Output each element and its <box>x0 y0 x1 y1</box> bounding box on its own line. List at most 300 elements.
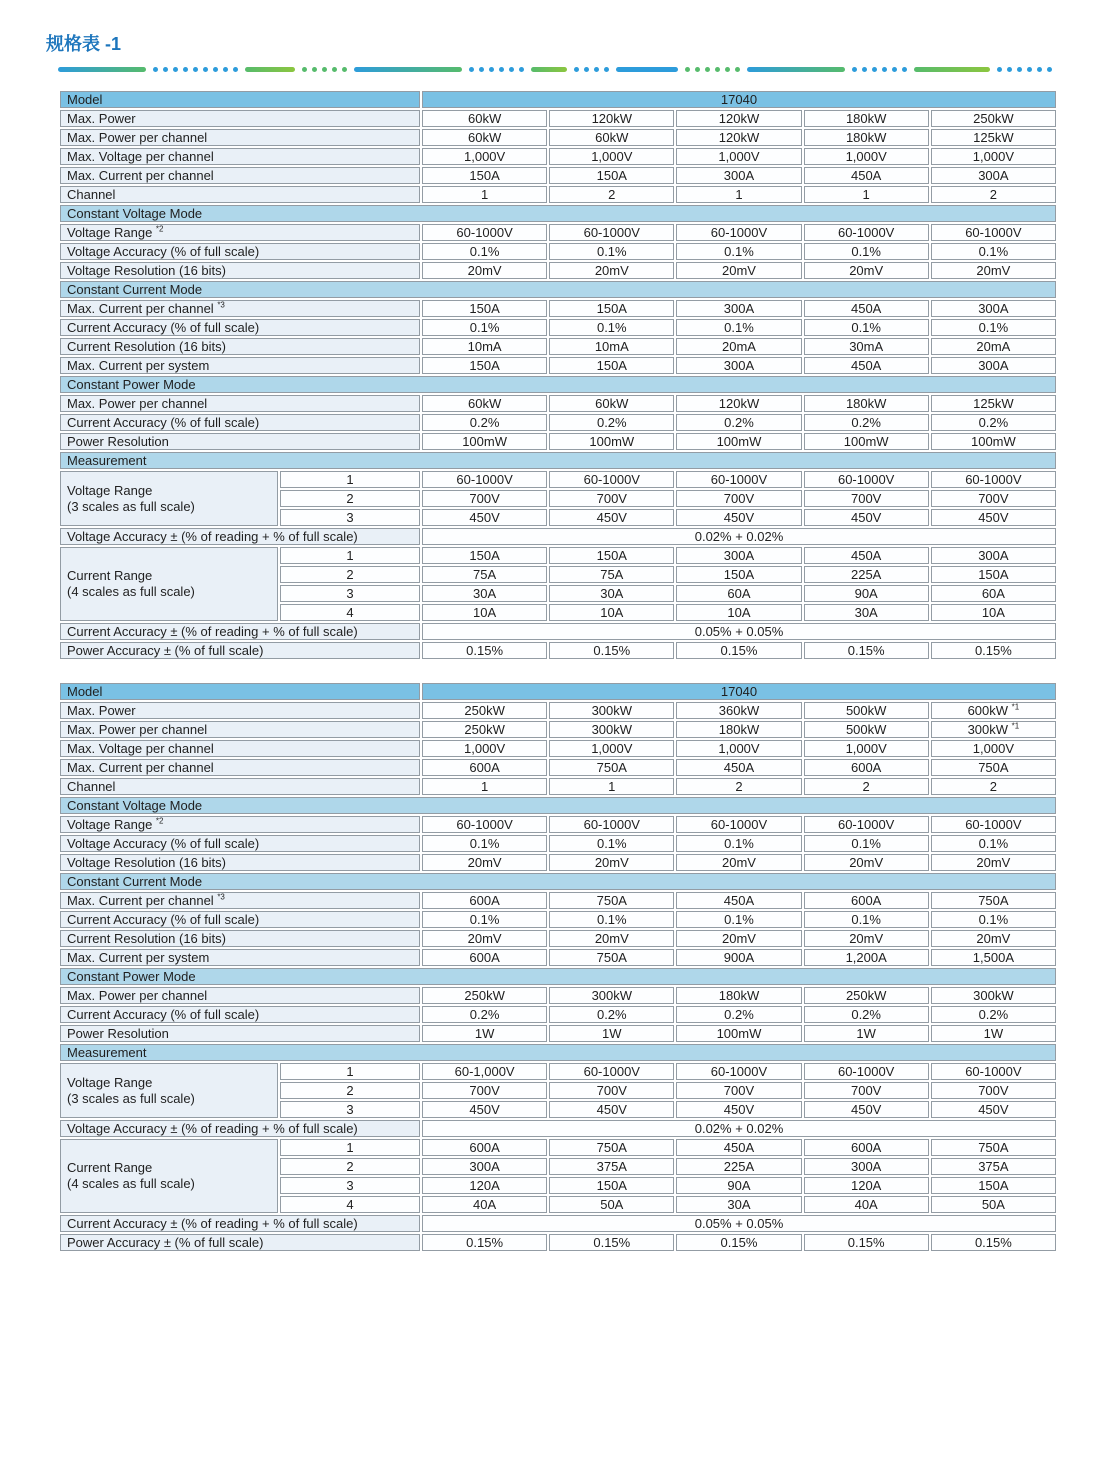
spec-value-cell: 700V <box>931 1082 1056 1099</box>
spec-value-cell: 0.15% <box>676 642 801 659</box>
spec-row <box>60 702 1056 719</box>
spec-value-cell: 700V <box>804 1082 929 1099</box>
spec-value-cell: 60-1,000V <box>422 1063 547 1080</box>
spec-value-cell: 10A <box>422 604 547 621</box>
divider-dot <box>862 67 867 72</box>
spec-value-cell: 180kW <box>676 987 801 1004</box>
scale-index-cell: 1 <box>280 1063 420 1080</box>
spec-value-cell: 30A <box>422 585 547 602</box>
spec-value-cell: 360kW <box>676 702 801 719</box>
divider-dot <box>695 67 700 72</box>
model-row <box>60 683 1056 700</box>
spec-span-row <box>60 528 1056 545</box>
spec-value-cell: 450V <box>804 509 929 526</box>
spec-value-cell: 60-1000V <box>804 816 929 833</box>
scale-index-cell: 3 <box>280 585 420 602</box>
spec-value-cell: 120A <box>804 1177 929 1194</box>
spec-value-cell: 120kW <box>676 129 801 146</box>
spec-value-cell: 450A <box>804 357 929 374</box>
divider-dot <box>193 67 198 72</box>
divider-dot <box>872 67 877 72</box>
section-header-cell: Measurement <box>60 1044 1056 1061</box>
spec-value-cell: 10A <box>676 604 801 621</box>
divider-dot <box>153 67 158 72</box>
spec-row <box>60 816 1056 833</box>
spec-row <box>60 148 1056 165</box>
spec-row <box>60 167 1056 184</box>
range-group-subtitle: (3 scales as full scale) <box>67 498 195 514</box>
spec-value-cell: 180kW <box>676 721 801 738</box>
spec-value-cell: 60-1000V <box>676 224 801 241</box>
spec-value-cell: 120kW <box>676 110 801 127</box>
divider-dash <box>747 67 845 72</box>
range-group-subtitle: (4 scales as full scale) <box>67 584 195 599</box>
divider-dot <box>469 67 474 72</box>
spec-value-cell: 150A <box>549 357 674 374</box>
range-group-title: Current Range <box>67 568 153 583</box>
section-header-row <box>60 873 1056 890</box>
spec-value-cell: 20mV <box>676 854 801 871</box>
spec-value-cell: 0.2% <box>422 414 547 431</box>
section-header-row <box>60 1044 1056 1061</box>
spec-value-cell: 100mW <box>804 433 929 450</box>
spec-value-cell: 0.15% <box>676 1234 801 1251</box>
spec-value-cell: 100mW <box>676 1025 801 1042</box>
spec-row <box>60 243 1056 260</box>
scale-index-cell: 2 <box>280 1158 420 1175</box>
spec-value-cell: 30A <box>676 1196 801 1213</box>
scale-index-cell: 3 <box>280 509 420 526</box>
divider-dot <box>604 67 609 72</box>
spec-value-cell: 700V <box>676 1082 801 1099</box>
spec-label-cell: Voltage Resolution (16 bits) <box>60 854 420 871</box>
spec-value-cell: 75A <box>549 566 674 583</box>
spec-row <box>60 1006 1056 1023</box>
spec-value-cell: 1,000V <box>804 148 929 165</box>
spec-span-row <box>60 1215 1056 1232</box>
spec-value-cell: 0.15% <box>549 1234 674 1251</box>
spec-row <box>60 357 1056 374</box>
divider-dots <box>574 67 609 72</box>
divider-dot <box>574 67 579 72</box>
range-group-title: Voltage Range <box>67 1074 153 1090</box>
spec-value-cell: 300A <box>676 300 801 317</box>
spec-value-cell: 150A <box>422 547 547 564</box>
scale-index-cell: 2 <box>280 1082 420 1099</box>
spec-value-cell: 0.1% <box>422 835 547 852</box>
spec-value-cell: 20mV <box>931 854 1056 871</box>
spec-value-cell: 100mW <box>676 433 801 450</box>
spec-label-cell: Current Accuracy ± (% of reading + % of full scale) <box>60 1215 420 1232</box>
spec-row <box>60 262 1056 279</box>
spec-value-cell: 0.15% <box>804 1234 929 1251</box>
spec-label-cell: Current Accuracy (% of full scale) <box>60 911 420 928</box>
divider-dot <box>223 67 228 72</box>
divider-dash <box>354 67 462 72</box>
spec-value-cell: 60-1000V <box>804 471 929 488</box>
spec-value-cell: 20mV <box>676 930 801 947</box>
section-header-row <box>60 797 1056 814</box>
spec-value-cell: 600A <box>422 759 547 776</box>
range-group-subtitle: (3 scales as full scale) <box>67 1090 195 1106</box>
spec-row <box>60 433 1056 450</box>
section-header-cell: Constant Voltage Mode <box>60 797 1056 814</box>
divider-dot <box>499 67 504 72</box>
spec-label-cell: Max. Power per channel <box>60 987 420 1004</box>
spec-value-cell: 150A <box>549 300 674 317</box>
spec-value-cell: 700V <box>422 1082 547 1099</box>
spec-label-cell: Current Resolution (16 bits) <box>60 338 420 355</box>
spec-value-cell: 1W <box>804 1025 929 1042</box>
spec-value-cell: 750A <box>931 759 1056 776</box>
spec-value-cell: 450V <box>422 1101 547 1118</box>
spec-value-cell: 60-1000V <box>549 1063 674 1080</box>
spec-value-cell: 180kW <box>804 395 929 412</box>
spec-value-cell: 1 <box>549 778 674 795</box>
spec-value-cell: 0.15% <box>549 642 674 659</box>
spec-value-cell: 450A <box>804 300 929 317</box>
divider-dash <box>245 67 295 72</box>
spec-value-cell: 90A <box>804 585 929 602</box>
range-group-label-cell <box>60 547 278 621</box>
spec-value-cell: 75A <box>422 566 547 583</box>
spec-merged-value-cell: 0.05% + 0.05% <box>422 1215 1056 1232</box>
page-title: 规格表 -1 <box>46 34 122 54</box>
spec-value-cell: 300kW <box>931 987 1056 1004</box>
spec-label-cell: Max. Power per channel <box>60 129 420 146</box>
measurement-subrow <box>60 471 1056 488</box>
spec-value-cell: 300A <box>931 167 1056 184</box>
spec-value-cell: 90A <box>676 1177 801 1194</box>
range-group-subtitle: (4 scales as full scale) <box>67 1176 195 1191</box>
measurement-subrow <box>60 1063 1056 1080</box>
divider-dash <box>58 67 146 72</box>
spec-value-cell: 50A <box>931 1196 1056 1213</box>
spec-label-cell: Power Resolution <box>60 433 420 450</box>
spec-label-cell: Max. Current per channel $^{*3}$ <box>60 300 420 317</box>
divider-dot <box>715 67 720 72</box>
spec-value-cell: 450V <box>931 1101 1056 1118</box>
spec-value-cell: 600A <box>422 949 547 966</box>
spec-label-cell: Power Accuracy ± (% of full scale) <box>60 1234 420 1251</box>
spec-label-cell: Max. Power per channel <box>60 395 420 412</box>
spec-value-cell: 20mV <box>549 930 674 947</box>
spec-value-cell: 750A <box>931 892 1056 909</box>
spec-value-cell: 150A <box>549 547 674 564</box>
spec-row <box>60 300 1056 317</box>
divider-dot <box>594 67 599 72</box>
spec-value-cell: 450V <box>804 1101 929 1118</box>
scale-index-cell: 1 <box>280 547 420 564</box>
spec-value-cell: 1,000V <box>931 148 1056 165</box>
divider-dot <box>479 67 484 72</box>
divider-dot <box>233 67 238 72</box>
spec-label-cell: Max. Current per system <box>60 357 420 374</box>
spec-row <box>60 949 1056 966</box>
spec-label-cell: Voltage Range $^{*2}$ <box>60 816 420 833</box>
section-header-cell: Constant Power Mode <box>60 968 1056 985</box>
range-group-title: Voltage Range <box>67 482 153 498</box>
spec-label-cell: Power Accuracy ± (% of full scale) <box>60 642 420 659</box>
spec-value-cell: 600A <box>804 1139 929 1156</box>
spec-value-cell: 10mA <box>422 338 547 355</box>
spec-value-cell: 20mV <box>931 262 1056 279</box>
spec-value-cell: 1,000V <box>549 740 674 757</box>
spec-value-cell: 2 <box>804 778 929 795</box>
spec-value-cell: 600kW $^{*1}$ <box>931 702 1056 719</box>
spec-value-cell: 20mV <box>549 854 674 871</box>
divider-dots <box>153 67 238 72</box>
spec-value-cell: 450V <box>549 1101 674 1118</box>
section-header-row <box>60 968 1056 985</box>
spec-value-cell: 20mA <box>931 338 1056 355</box>
divider-dot <box>584 67 589 72</box>
divider-dot <box>163 67 168 72</box>
spec-table-1 <box>58 89 1058 661</box>
spec-value-cell: 0.1% <box>931 319 1056 336</box>
spec-value-cell: 750A <box>549 949 674 966</box>
spec-value-cell: 150A <box>931 566 1056 583</box>
spec-value-cell: 250kW <box>804 987 929 1004</box>
spec-row <box>60 338 1056 355</box>
spec-value-cell: 750A <box>549 892 674 909</box>
spec-row <box>60 835 1056 852</box>
scale-index-cell: 2 <box>280 566 420 583</box>
spec-value-cell: 60-1000V <box>676 1063 801 1080</box>
spec-value-cell: 60-1000V <box>804 1063 929 1080</box>
spec-value-cell: 700V <box>931 490 1056 507</box>
spec-label-cell: Current Accuracy (% of full scale) <box>60 319 420 336</box>
divider-dash <box>531 67 567 72</box>
section-header-row <box>60 281 1056 298</box>
spec-value-cell: 0.1% <box>931 911 1056 928</box>
spec-label-cell: Max. Voltage per channel <box>60 740 420 757</box>
range-group-label-cell <box>60 471 278 526</box>
spec-value-cell: 1W <box>549 1025 674 1042</box>
measurement-subrow <box>60 1139 1056 1156</box>
spec-row <box>60 110 1056 127</box>
scale-index-cell: 3 <box>280 1177 420 1194</box>
divider-dot <box>203 67 208 72</box>
spec-value-cell: 300A <box>676 357 801 374</box>
divider-dot <box>882 67 887 72</box>
spec-value-cell: 100mW <box>422 433 547 450</box>
spec-value-cell: 30A <box>804 604 929 621</box>
spec-value-cell: 60-1000V <box>931 224 1056 241</box>
spec-value-cell: 20mV <box>676 262 801 279</box>
spec-value-cell: 0.1% <box>549 911 674 928</box>
spec-value-cell: 0.2% <box>549 1006 674 1023</box>
spec-value-cell: 0.1% <box>422 243 547 260</box>
spec-value-cell: 1,000V <box>549 148 674 165</box>
spec-row <box>60 642 1056 659</box>
divider-dots <box>469 67 524 72</box>
spec-value-cell: 0.1% <box>549 835 674 852</box>
spec-value-cell: 40A <box>804 1196 929 1213</box>
spec-label-cell: Current Resolution (16 bits) <box>60 930 420 947</box>
spec-value-cell: 50A <box>549 1196 674 1213</box>
spec-value-cell: 0.2% <box>549 414 674 431</box>
spec-value-cell: 300kW <box>549 721 674 738</box>
spec-value-cell: 20mV <box>422 854 547 871</box>
spec-value-cell: 0.2% <box>422 1006 547 1023</box>
spec-value-cell: 1 <box>804 186 929 203</box>
spec-value-cell: 2 <box>676 778 801 795</box>
spec-row <box>60 1025 1056 1042</box>
spec-row <box>60 778 1056 795</box>
section-header-row <box>60 376 1056 393</box>
spec-value-cell: 450V <box>676 509 801 526</box>
section-header-cell: Constant Current Mode <box>60 281 1056 298</box>
spec-value-cell: 1,000V <box>676 148 801 165</box>
spec-value-cell: 60-1000V <box>676 816 801 833</box>
spec-value-cell: 250kW <box>422 721 547 738</box>
spec-label-cell: Channel <box>60 186 420 203</box>
range-group-label-cell <box>60 1063 278 1118</box>
spec-row <box>60 930 1056 947</box>
spec-row <box>60 129 1056 146</box>
spec-value-cell: 0.1% <box>804 911 929 928</box>
spec-value-cell: 0.2% <box>804 414 929 431</box>
spec-value-cell: 150A <box>549 167 674 184</box>
spec-value-cell: 120kW <box>676 395 801 412</box>
divider-dots <box>302 67 347 72</box>
divider-dot <box>509 67 514 72</box>
scale-index-cell: 4 <box>280 604 420 621</box>
divider-dot <box>183 67 188 72</box>
spec-value-cell: 900A <box>676 949 801 966</box>
spec-value-cell: 20mV <box>422 930 547 947</box>
spec-value-cell: 0.1% <box>931 243 1056 260</box>
spec-table-2 <box>58 681 1058 1253</box>
spec-value-cell: 180kW <box>804 129 929 146</box>
spec-value-cell: 30mA <box>804 338 929 355</box>
spec-value-cell: 1W <box>931 1025 1056 1042</box>
spec-row <box>60 395 1056 412</box>
spec-value-cell: 20mV <box>804 262 929 279</box>
divider-dash <box>616 67 678 72</box>
spec-row <box>60 414 1056 431</box>
spec-value-cell: 500kW <box>804 702 929 719</box>
spec-value-cell: 1,000V <box>676 740 801 757</box>
spec-value-cell: 60-1000V <box>804 224 929 241</box>
section-header-cell: Constant Power Mode <box>60 376 1056 393</box>
spec-value-cell: 2 <box>931 778 1056 795</box>
spec-row <box>60 759 1056 776</box>
range-group-title: Current Range <box>67 1160 153 1175</box>
spec-value-cell: 0.15% <box>931 1234 1056 1251</box>
spec-value-cell: 60kW <box>422 395 547 412</box>
divider-dots <box>685 67 740 72</box>
spec-value-cell: 60-1000V <box>549 816 674 833</box>
spec-value-cell: 600A <box>422 892 547 909</box>
spec-value-cell: 1,500A <box>931 949 1056 966</box>
divider-dots <box>852 67 907 72</box>
spec-label-cell: Voltage Accuracy (% of full scale) <box>60 243 420 260</box>
spec-label-cell: Max. Power <box>60 702 420 719</box>
spec-merged-value-cell: 0.02% + 0.02% <box>422 528 1056 545</box>
spec-value-cell: 10mA <box>549 338 674 355</box>
spec-value-cell: 20mV <box>422 262 547 279</box>
spec-value-cell: 0.1% <box>804 319 929 336</box>
divider-dot <box>322 67 327 72</box>
spec-value-cell: 1 <box>422 186 547 203</box>
spec-value-cell: 20mV <box>549 262 674 279</box>
spec-label-cell: Current Accuracy ± (% of reading + % of full scale) <box>60 623 420 640</box>
spec-value-cell: 0.1% <box>549 243 674 260</box>
spec-value-cell: 700V <box>804 490 929 507</box>
spec-value-cell: 300A <box>804 1158 929 1175</box>
spec-label-cell: Power Resolution <box>60 1025 420 1042</box>
spec-value-cell: 450A <box>676 892 801 909</box>
spec-label-cell: Max. Power <box>60 110 420 127</box>
spec-value-cell: 300A <box>676 547 801 564</box>
spec-value-cell: 60-1000V <box>549 471 674 488</box>
spec-row <box>60 721 1056 738</box>
spec-merged-value-cell: 0.05% + 0.05% <box>422 623 1056 640</box>
spec-value-cell: 60-1000V <box>422 224 547 241</box>
spec-value-cell: 150A <box>549 1177 674 1194</box>
divider-dot <box>1037 67 1042 72</box>
range-group-label-cell <box>60 1139 278 1213</box>
divider-dot <box>342 67 347 72</box>
spec-value-cell: 1,200A <box>804 949 929 966</box>
spec-value-cell: 0.15% <box>422 642 547 659</box>
spec-value-cell: 1,000V <box>931 740 1056 757</box>
spec-value-cell: 1,000V <box>422 148 547 165</box>
section-header-cell: Constant Voltage Mode <box>60 205 1056 222</box>
section-header-row <box>60 452 1056 469</box>
spec-value-cell: 300A <box>676 167 801 184</box>
spec-value-cell: 10A <box>549 604 674 621</box>
divider-dot <box>1047 67 1052 72</box>
divider-dot <box>902 67 907 72</box>
spec-value-cell: 0.1% <box>676 319 801 336</box>
spec-value-cell: 450V <box>676 1101 801 1118</box>
spec-value-cell: 0.1% <box>549 319 674 336</box>
spec-row <box>60 319 1056 336</box>
spec-value-cell: 1,000V <box>804 740 929 757</box>
spec-value-cell: 750A <box>931 1139 1056 1156</box>
model-label-cell: Model <box>60 91 420 108</box>
spec-value-cell: 375A <box>549 1158 674 1175</box>
spec-value-cell: 700V <box>549 490 674 507</box>
spec-value-cell: 1,000V <box>422 740 547 757</box>
spec-value-cell: 450V <box>931 509 1056 526</box>
spec-value-cell: 300A <box>931 357 1056 374</box>
spec-value-cell: 750A <box>549 759 674 776</box>
spec-value-cell: 250kW <box>422 702 547 719</box>
spec-value-cell: 100mW <box>931 433 1056 450</box>
divider-dot <box>489 67 494 72</box>
scale-index-cell: 3 <box>280 1101 420 1118</box>
decorative-divider <box>58 66 1058 73</box>
spec-label-cell: Max. Current per channel <box>60 759 420 776</box>
divider-dot <box>892 67 897 72</box>
spec-value-cell: 60kW <box>549 395 674 412</box>
divider-dot <box>725 67 730 72</box>
section-header-row <box>60 205 1056 222</box>
spec-label-cell: Voltage Accuracy ± (% of reading + % of full scale) <box>60 1120 420 1137</box>
spec-value-cell: 700V <box>549 1082 674 1099</box>
spec-value-cell: 60-1000V <box>549 224 674 241</box>
spec-value-cell: 300A <box>422 1158 547 1175</box>
spec-value-cell: 600A <box>804 892 929 909</box>
divider-dot <box>1027 67 1032 72</box>
spec-value-cell: 450V <box>422 509 547 526</box>
divider-dash <box>914 67 990 72</box>
spec-row <box>60 740 1056 757</box>
